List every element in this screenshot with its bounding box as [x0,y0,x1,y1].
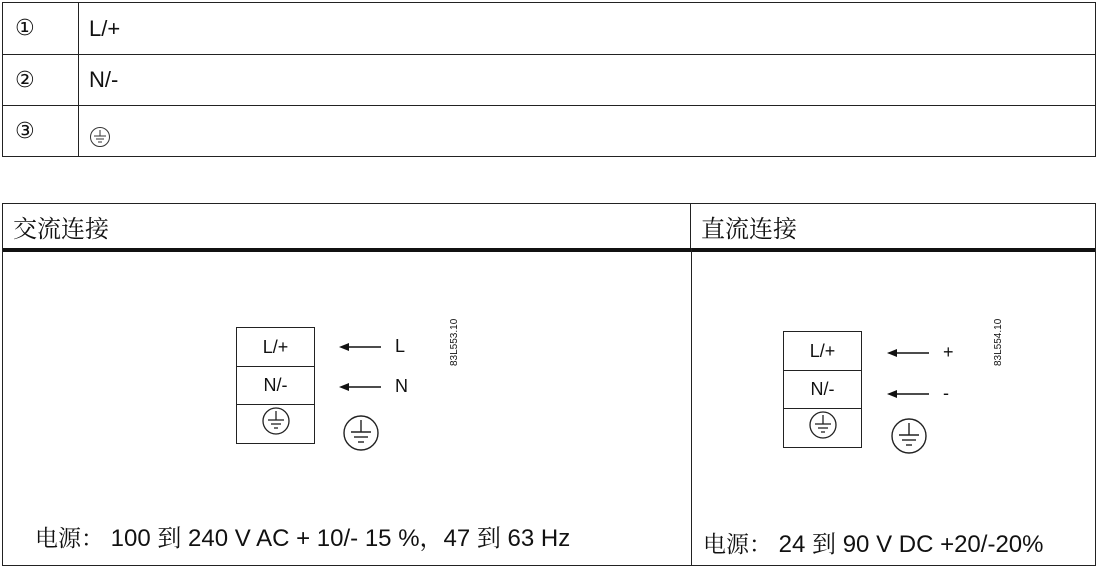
legend-row [3,105,1095,156]
dc-plus-label: + [943,342,954,362]
ac-l-label: L [395,336,406,356]
dc-minus-label: - [943,383,949,403]
dc-terminal-block [783,331,862,448]
ac-n-label: N [395,376,408,396]
terminal-earth [237,404,314,442]
dc-minus-arrow [887,383,949,404]
arrow-left-icon [887,348,929,358]
ac-l-arrow [339,336,405,357]
legend-row [3,3,1095,54]
terminal-earth [784,408,861,446]
ac-connection-header: 交流连接 [3,204,691,248]
column-divider [691,248,692,565]
terminal-legend-table [2,2,1096,157]
terminal-n-minus: N/- [784,370,861,408]
ac-n-arrow [339,376,408,397]
dc-supply-value: 24 到 90 V DC +20/-20% [778,531,1044,558]
protective-earth-icon [342,414,380,457]
connection-table-header [3,204,1095,252]
legend-number: ② [3,55,79,105]
legend-label: N/- [89,67,119,92]
protective-earth-icon [808,410,838,445]
ac-supply-text [35,518,570,553]
legend-label [79,106,1095,156]
legend-row [3,54,1095,105]
ac-supply-label: 电源： [35,526,104,552]
dc-connection-header: 直流连接 [701,214,797,243]
dc-supply-label: 电源： [703,532,772,558]
legend-number: ③ [3,106,79,156]
arrow-left-icon [887,389,929,399]
connection-table [2,203,1096,566]
protective-earth-icon [261,406,291,441]
dc-plus-arrow [887,342,954,363]
arrow-left-icon [339,342,381,352]
dc-supply-text [703,524,1043,559]
protective-earth-icon [890,417,928,460]
terminal-n-minus: N/- [237,366,314,404]
ac-supply-value: 100 到 240 V AC + 10/- 15 %，47 到 63 Hz [110,525,571,552]
dc-drawing-code: 83L554.10 [993,318,1004,366]
legend-label: L/+ [89,15,121,41]
arrow-left-icon [339,382,381,392]
terminal-l-plus: L/+ [262,336,289,357]
ac-drawing-code: 83L553.10 [449,318,460,366]
ac-terminal-block [236,327,315,444]
legend-number: ① [3,3,79,54]
protective-earth-icon [89,126,111,148]
terminal-l-plus: L/+ [809,340,836,361]
